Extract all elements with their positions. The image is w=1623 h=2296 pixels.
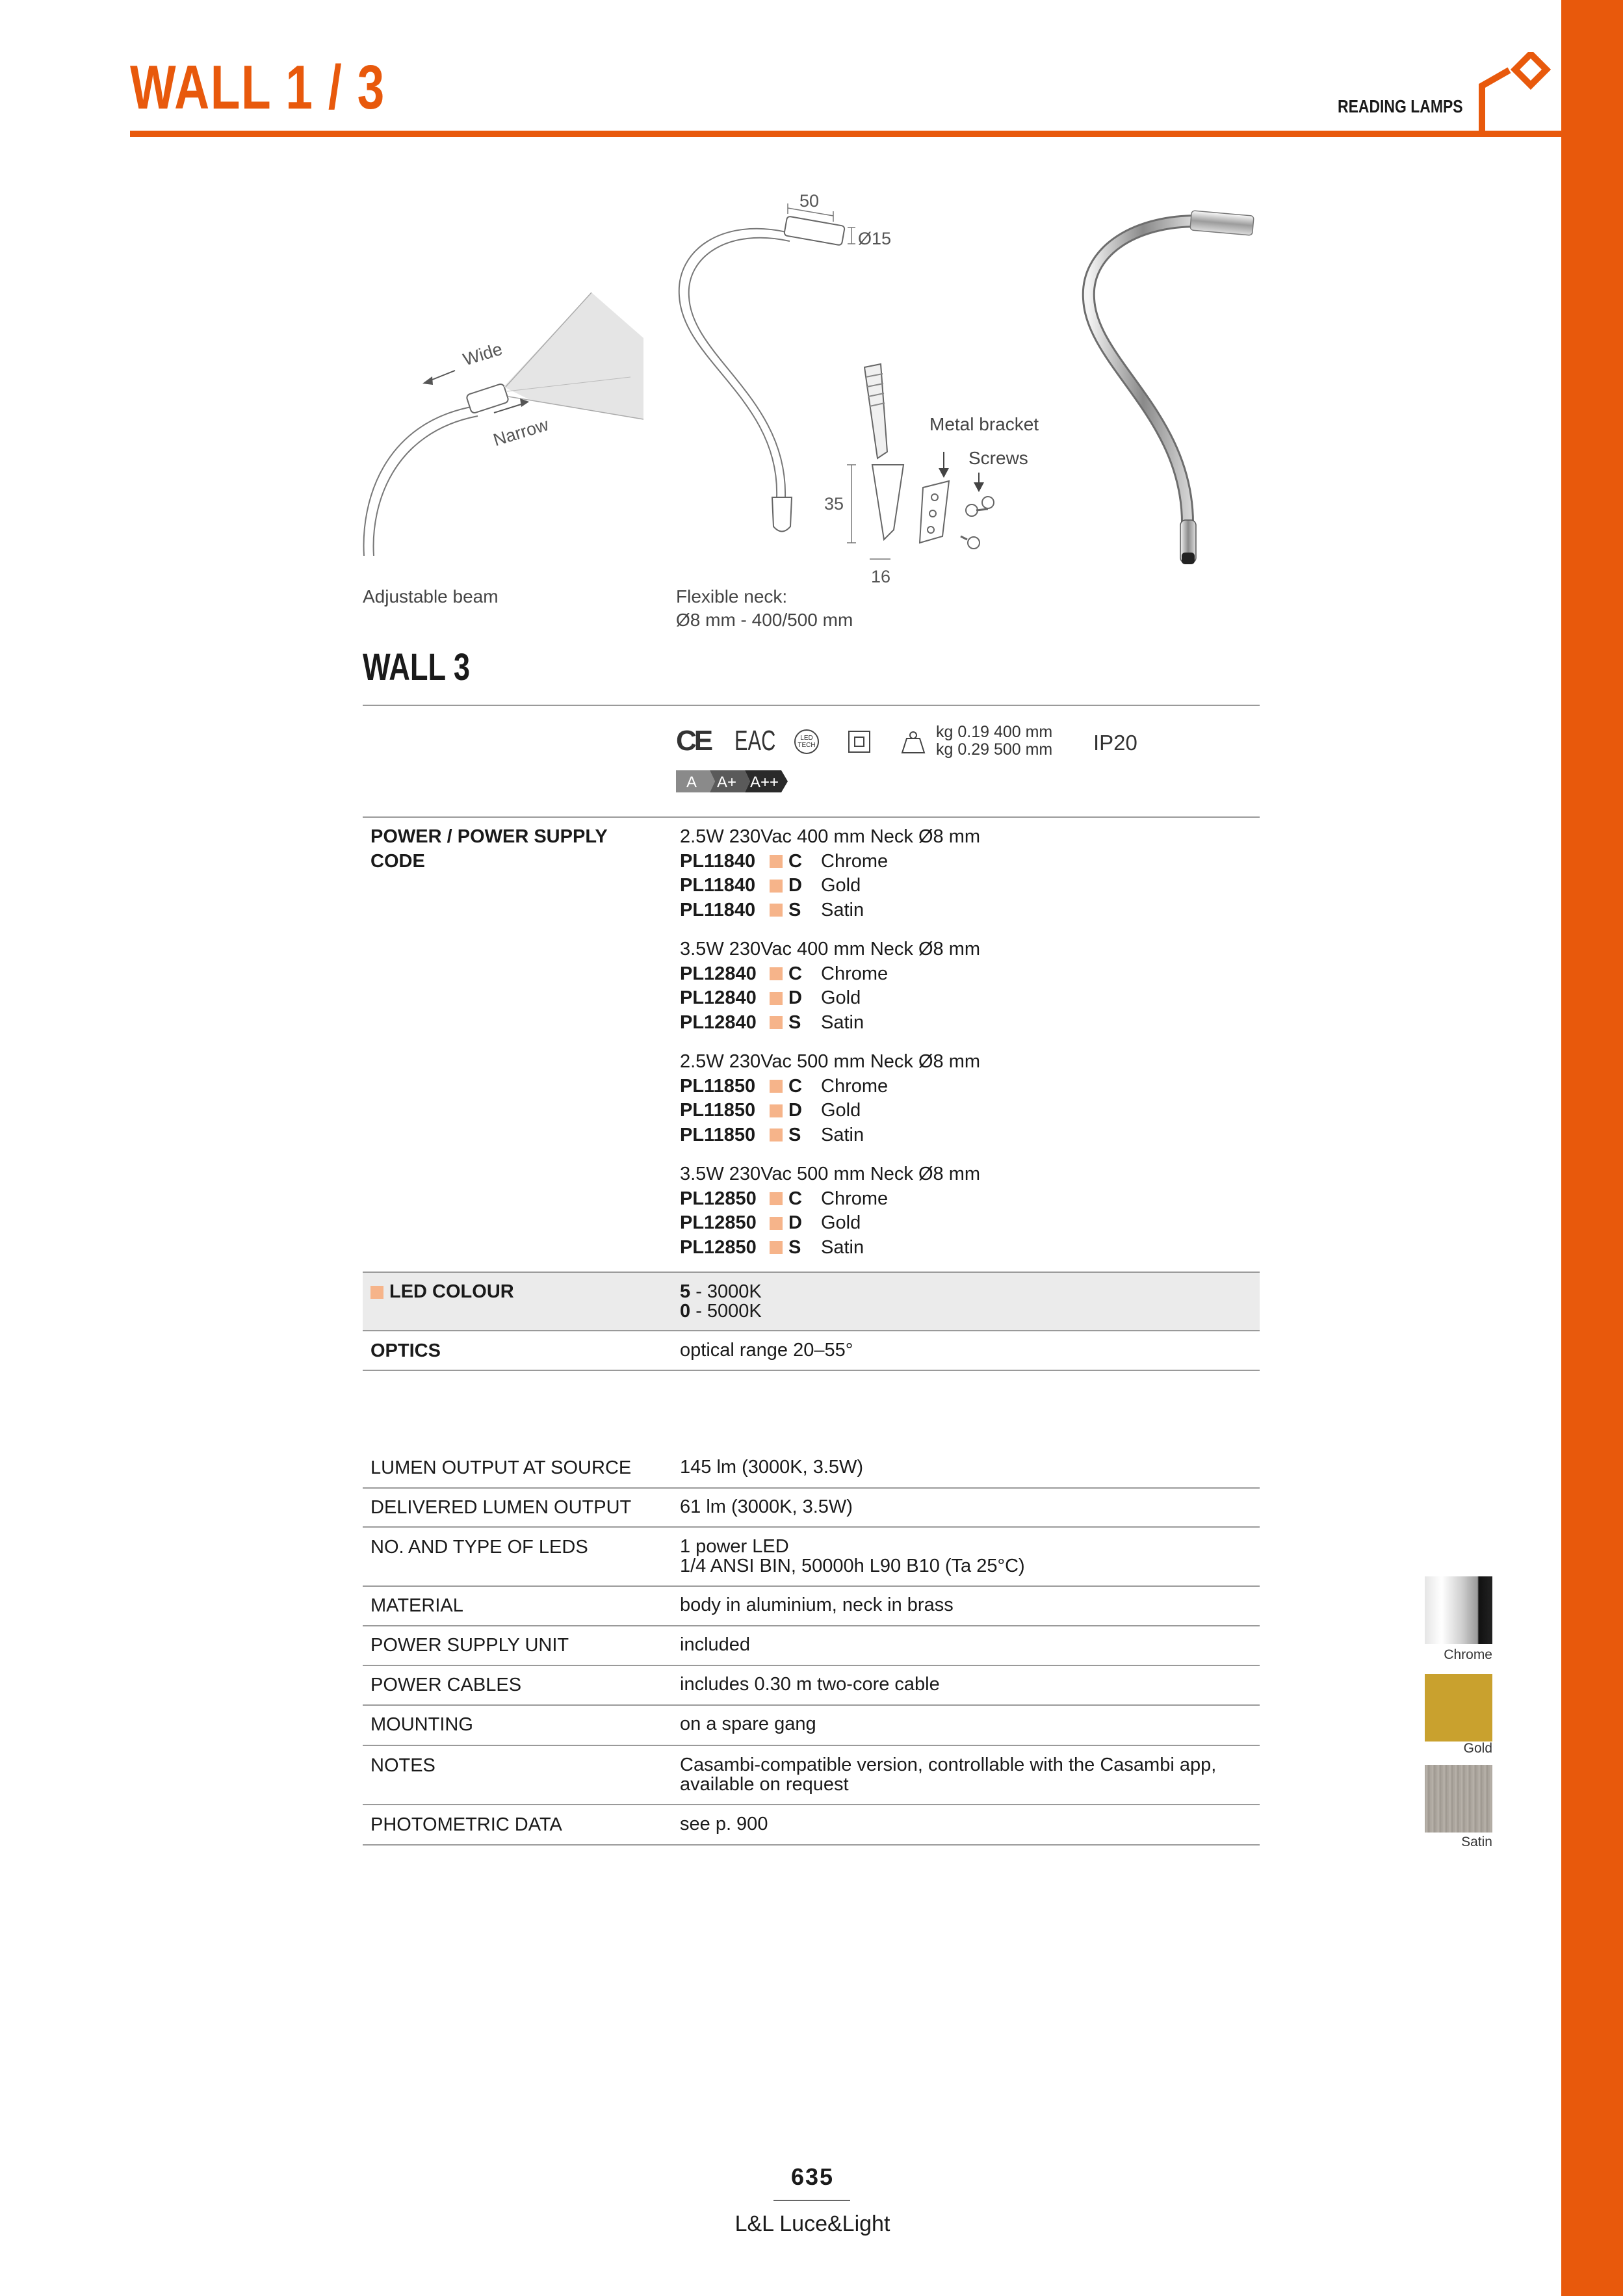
product-code: PL12850 — [680, 1236, 757, 1258]
spec-value-leds — [680, 1537, 1025, 1576]
spec-value-notes-line1: Casambi-compatible version, controllable with the Casambi app, — [680, 1755, 1217, 1775]
flexible-neck-caption-2: Ø8 mm - 400/500 mm — [676, 610, 853, 630]
dimension-50: 50 — [799, 191, 820, 211]
spec-label-lumen-source: LUMEN OUTPUT AT SOURCE — [370, 1457, 632, 1478]
product-code-row — [680, 1123, 980, 1148]
led-colour-value: - 5000K — [690, 1301, 762, 1322]
power-label-line1: POWER / POWER SUPPLY — [370, 826, 608, 847]
table-rule — [363, 1665, 1260, 1666]
optics-label: OPTICS — [370, 1340, 441, 1361]
spec-value-material: body in aluminium, neck in brass — [680, 1595, 954, 1615]
table-rule — [363, 1526, 1260, 1528]
house-icon — [1469, 52, 1566, 137]
product-code: PL12850 — [680, 1188, 757, 1209]
spec-label-power-cables: POWER CABLES — [370, 1675, 522, 1695]
finish-name: Gold — [821, 875, 861, 896]
led-colour-placeholder — [770, 855, 783, 868]
power-group-spec: 2.5W 230Vac 500 mm Neck Ø8 mm — [680, 1051, 981, 1072]
spec-value-power-cables: includes 0.30 m two-core cable — [680, 1674, 940, 1695]
flexible-neck-caption-1: Flexible neck: — [676, 586, 788, 607]
adjustable-beam-drawing — [357, 286, 643, 559]
eac-mark: EAC — [734, 725, 776, 757]
product-code-row — [680, 1011, 980, 1036]
table-rule — [363, 1625, 1260, 1626]
spec-label-power-supply-unit: POWER SUPPLY UNIT — [370, 1635, 569, 1656]
led-colour-code: 0 — [680, 1301, 691, 1322]
weight-info — [936, 724, 1052, 759]
power-group — [680, 825, 980, 922]
dimension-35: 35 — [824, 494, 844, 514]
product-code-row — [680, 1099, 980, 1123]
finish-letter: C — [788, 1075, 802, 1097]
page-number-rule — [773, 2200, 850, 2201]
side-accent-bar — [1561, 0, 1623, 2296]
dimension-16: 16 — [871, 567, 891, 586]
class-ii-icon — [848, 731, 870, 753]
led-colour-placeholder — [770, 967, 783, 980]
header-rule — [130, 131, 1562, 137]
weight-line-400: kg 0.19 400 mm — [936, 723, 1053, 741]
spec-label-delivered-lumen: DELIVERED LUMEN OUTPUT — [370, 1497, 632, 1518]
brand-name: L&L Luce&Light — [734, 2211, 890, 2236]
led-colour-label: LED COLOUR — [389, 1281, 514, 1302]
adjustable-beam-caption: Adjustable beam — [363, 586, 499, 607]
spec-label-notes: NOTES — [370, 1755, 435, 1776]
finish-name: Satin — [821, 1011, 864, 1033]
finish-letter: C — [788, 963, 802, 984]
product-code-row — [680, 1075, 980, 1099]
swatch-satin-label: Satin — [1461, 1834, 1492, 1849]
led-colour-placeholder — [770, 1192, 783, 1205]
power-group — [680, 1050, 980, 1147]
category-label: READING LAMPS — [1338, 96, 1463, 116]
weight-icon — [900, 729, 926, 755]
finish-letter: D — [788, 1212, 802, 1233]
swatch-satin — [1425, 1765, 1492, 1833]
energy-class-a-plus: A+ — [717, 774, 737, 791]
section-rule — [363, 816, 1260, 818]
spec-value-notes — [680, 1755, 1216, 1794]
product-code-row — [680, 1187, 980, 1212]
product-code-row — [680, 874, 980, 898]
spec-value-delivered-lumen: 61 lm (3000K, 3.5W) — [680, 1496, 853, 1517]
power-group — [680, 937, 980, 1035]
finish-name: Gold — [821, 1100, 861, 1121]
finish-letter: S — [788, 1011, 801, 1033]
finish-name: Satin — [821, 1236, 864, 1258]
finish-letter: S — [788, 899, 801, 920]
led-colour-options — [680, 1282, 762, 1321]
product-code-row — [680, 1211, 980, 1236]
swatch-gold — [1425, 1674, 1492, 1742]
power-code-list — [680, 825, 980, 1260]
led-colour-placeholder — [770, 880, 783, 893]
spec-value-leds-line2: 1/4 ANSI BIN, 50000h L90 B10 (Ta 25°C) — [680, 1556, 1025, 1576]
spec-value-photometric: see p. 900 — [680, 1814, 768, 1834]
finish-name: Chrome — [821, 1188, 889, 1209]
led-colour-square — [370, 1286, 383, 1299]
table-rule — [363, 1487, 1260, 1489]
spec-label-photometric: PHOTOMETRIC DATA — [370, 1814, 562, 1835]
optics-value: optical range 20–55° — [680, 1340, 853, 1361]
led-colour-placeholder — [770, 1241, 783, 1254]
table-rule — [363, 1745, 1260, 1746]
page-number: 635 — [790, 2163, 835, 2190]
led-badge-line2: TECH — [798, 742, 816, 749]
finish-letter: D — [788, 875, 802, 896]
beam-wide-label: Wide — [460, 339, 505, 370]
led-colour-option — [680, 1301, 762, 1321]
finish-letter: D — [788, 1100, 802, 1121]
led-colour-placeholder — [770, 1016, 783, 1029]
finish-name: Satin — [821, 899, 864, 920]
flexible-neck-drawing — [663, 192, 1053, 595]
finish-name: Gold — [821, 1212, 861, 1233]
product-code: PL11840 — [680, 850, 756, 872]
spec-label-mounting: MOUNTING — [370, 1714, 473, 1735]
product-code: PL12840 — [680, 987, 757, 1008]
spec-value-lumen-source: 145 lm (3000K, 3.5W) — [680, 1457, 864, 1478]
power-label — [370, 825, 608, 874]
swatch-chrome — [1425, 1576, 1492, 1644]
power-group-spec: 3.5W 230Vac 400 mm Neck Ø8 mm — [680, 939, 981, 959]
table-rule — [363, 1585, 1260, 1587]
energy-class-bar — [676, 770, 788, 792]
metal-bracket-label: Metal bracket — [929, 414, 1039, 434]
product-photo — [1053, 202, 1261, 579]
spec-value-notes-line2: available on request — [680, 1774, 849, 1795]
energy-class-a: A — [686, 774, 697, 791]
ce-mark: CE — [676, 725, 711, 757]
product-code-row — [680, 850, 980, 874]
finish-name: Satin — [821, 1124, 864, 1145]
product-code: PL11850 — [680, 1075, 756, 1097]
ip-rating: IP20 — [1093, 731, 1137, 755]
led-colour-placeholder — [770, 992, 783, 1005]
finish-letter: C — [788, 1188, 802, 1209]
finish-name: Chrome — [821, 963, 889, 984]
led-colour-placeholder — [770, 904, 783, 917]
power-group — [680, 1162, 980, 1260]
product-code: PL12840 — [680, 1011, 757, 1033]
product-code-row — [680, 898, 980, 923]
beam-narrow-label: Narrow — [491, 414, 551, 450]
led-colour-heading — [370, 1280, 514, 1305]
led-colour-value: - 3000K — [690, 1281, 762, 1302]
finish-name: Gold — [821, 987, 861, 1008]
spec-label-material: MATERIAL — [370, 1595, 463, 1616]
table-rule — [363, 1804, 1260, 1805]
spec-value-power-supply-unit: included — [680, 1634, 751, 1655]
spec-label-leds: NO. AND TYPE OF LEDS — [370, 1537, 588, 1558]
section-rule — [363, 1370, 1260, 1371]
led-tech-badge — [794, 729, 819, 754]
product-code: PL12850 — [680, 1212, 757, 1233]
product-code: PL11840 — [680, 875, 756, 896]
product-code: PL11840 — [680, 899, 756, 920]
finish-letter: C — [788, 850, 802, 872]
section-rule — [363, 705, 1260, 706]
led-colour-placeholder — [770, 1128, 783, 1141]
finish-letter: S — [788, 1124, 801, 1145]
power-group-spec: 2.5W 230Vac 400 mm Neck Ø8 mm — [680, 826, 981, 847]
product-subtitle: WALL 3 — [363, 646, 471, 688]
table-rule — [363, 1704, 1260, 1706]
weight-line-500: kg 0.29 500 mm — [936, 740, 1053, 759]
power-group-spec: 3.5W 230Vac 500 mm Neck Ø8 mm — [680, 1164, 981, 1184]
screws-label: Screws — [968, 448, 1028, 468]
spec-value-leds-line1: 1 power LED — [680, 1536, 789, 1557]
product-code-row — [680, 986, 980, 1011]
dimension-diameter-15: Ø15 — [858, 229, 892, 248]
power-label-line2: CODE — [370, 850, 425, 872]
finish-letter: S — [788, 1236, 801, 1258]
led-badge-line1: LED — [800, 735, 813, 742]
led-colour-placeholder — [770, 1217, 783, 1230]
energy-class-a-plus-plus: A++ — [750, 774, 779, 791]
swatch-gold-label: Gold — [1463, 1741, 1492, 1756]
product-code: PL11850 — [680, 1124, 756, 1145]
finish-name: Chrome — [821, 1075, 889, 1097]
led-colour-option — [680, 1282, 762, 1301]
product-code-row — [680, 1236, 980, 1260]
product-code: PL11850 — [680, 1100, 756, 1121]
section-rule — [363, 1330, 1260, 1331]
swatch-chrome-label: Chrome — [1444, 1647, 1492, 1662]
page-title: WALL 1 / 3 — [130, 53, 385, 122]
led-colour-code: 5 — [680, 1281, 691, 1302]
table-rule — [363, 1844, 1260, 1846]
section-rule — [363, 1272, 1260, 1273]
spec-value-mounting: on a spare gang — [680, 1714, 816, 1734]
finish-letter: D — [788, 987, 802, 1008]
finish-name: Chrome — [821, 850, 889, 872]
product-code-row — [680, 962, 980, 987]
product-code: PL12840 — [680, 963, 757, 984]
led-colour-placeholder — [770, 1080, 783, 1093]
led-colour-placeholder — [770, 1104, 783, 1117]
